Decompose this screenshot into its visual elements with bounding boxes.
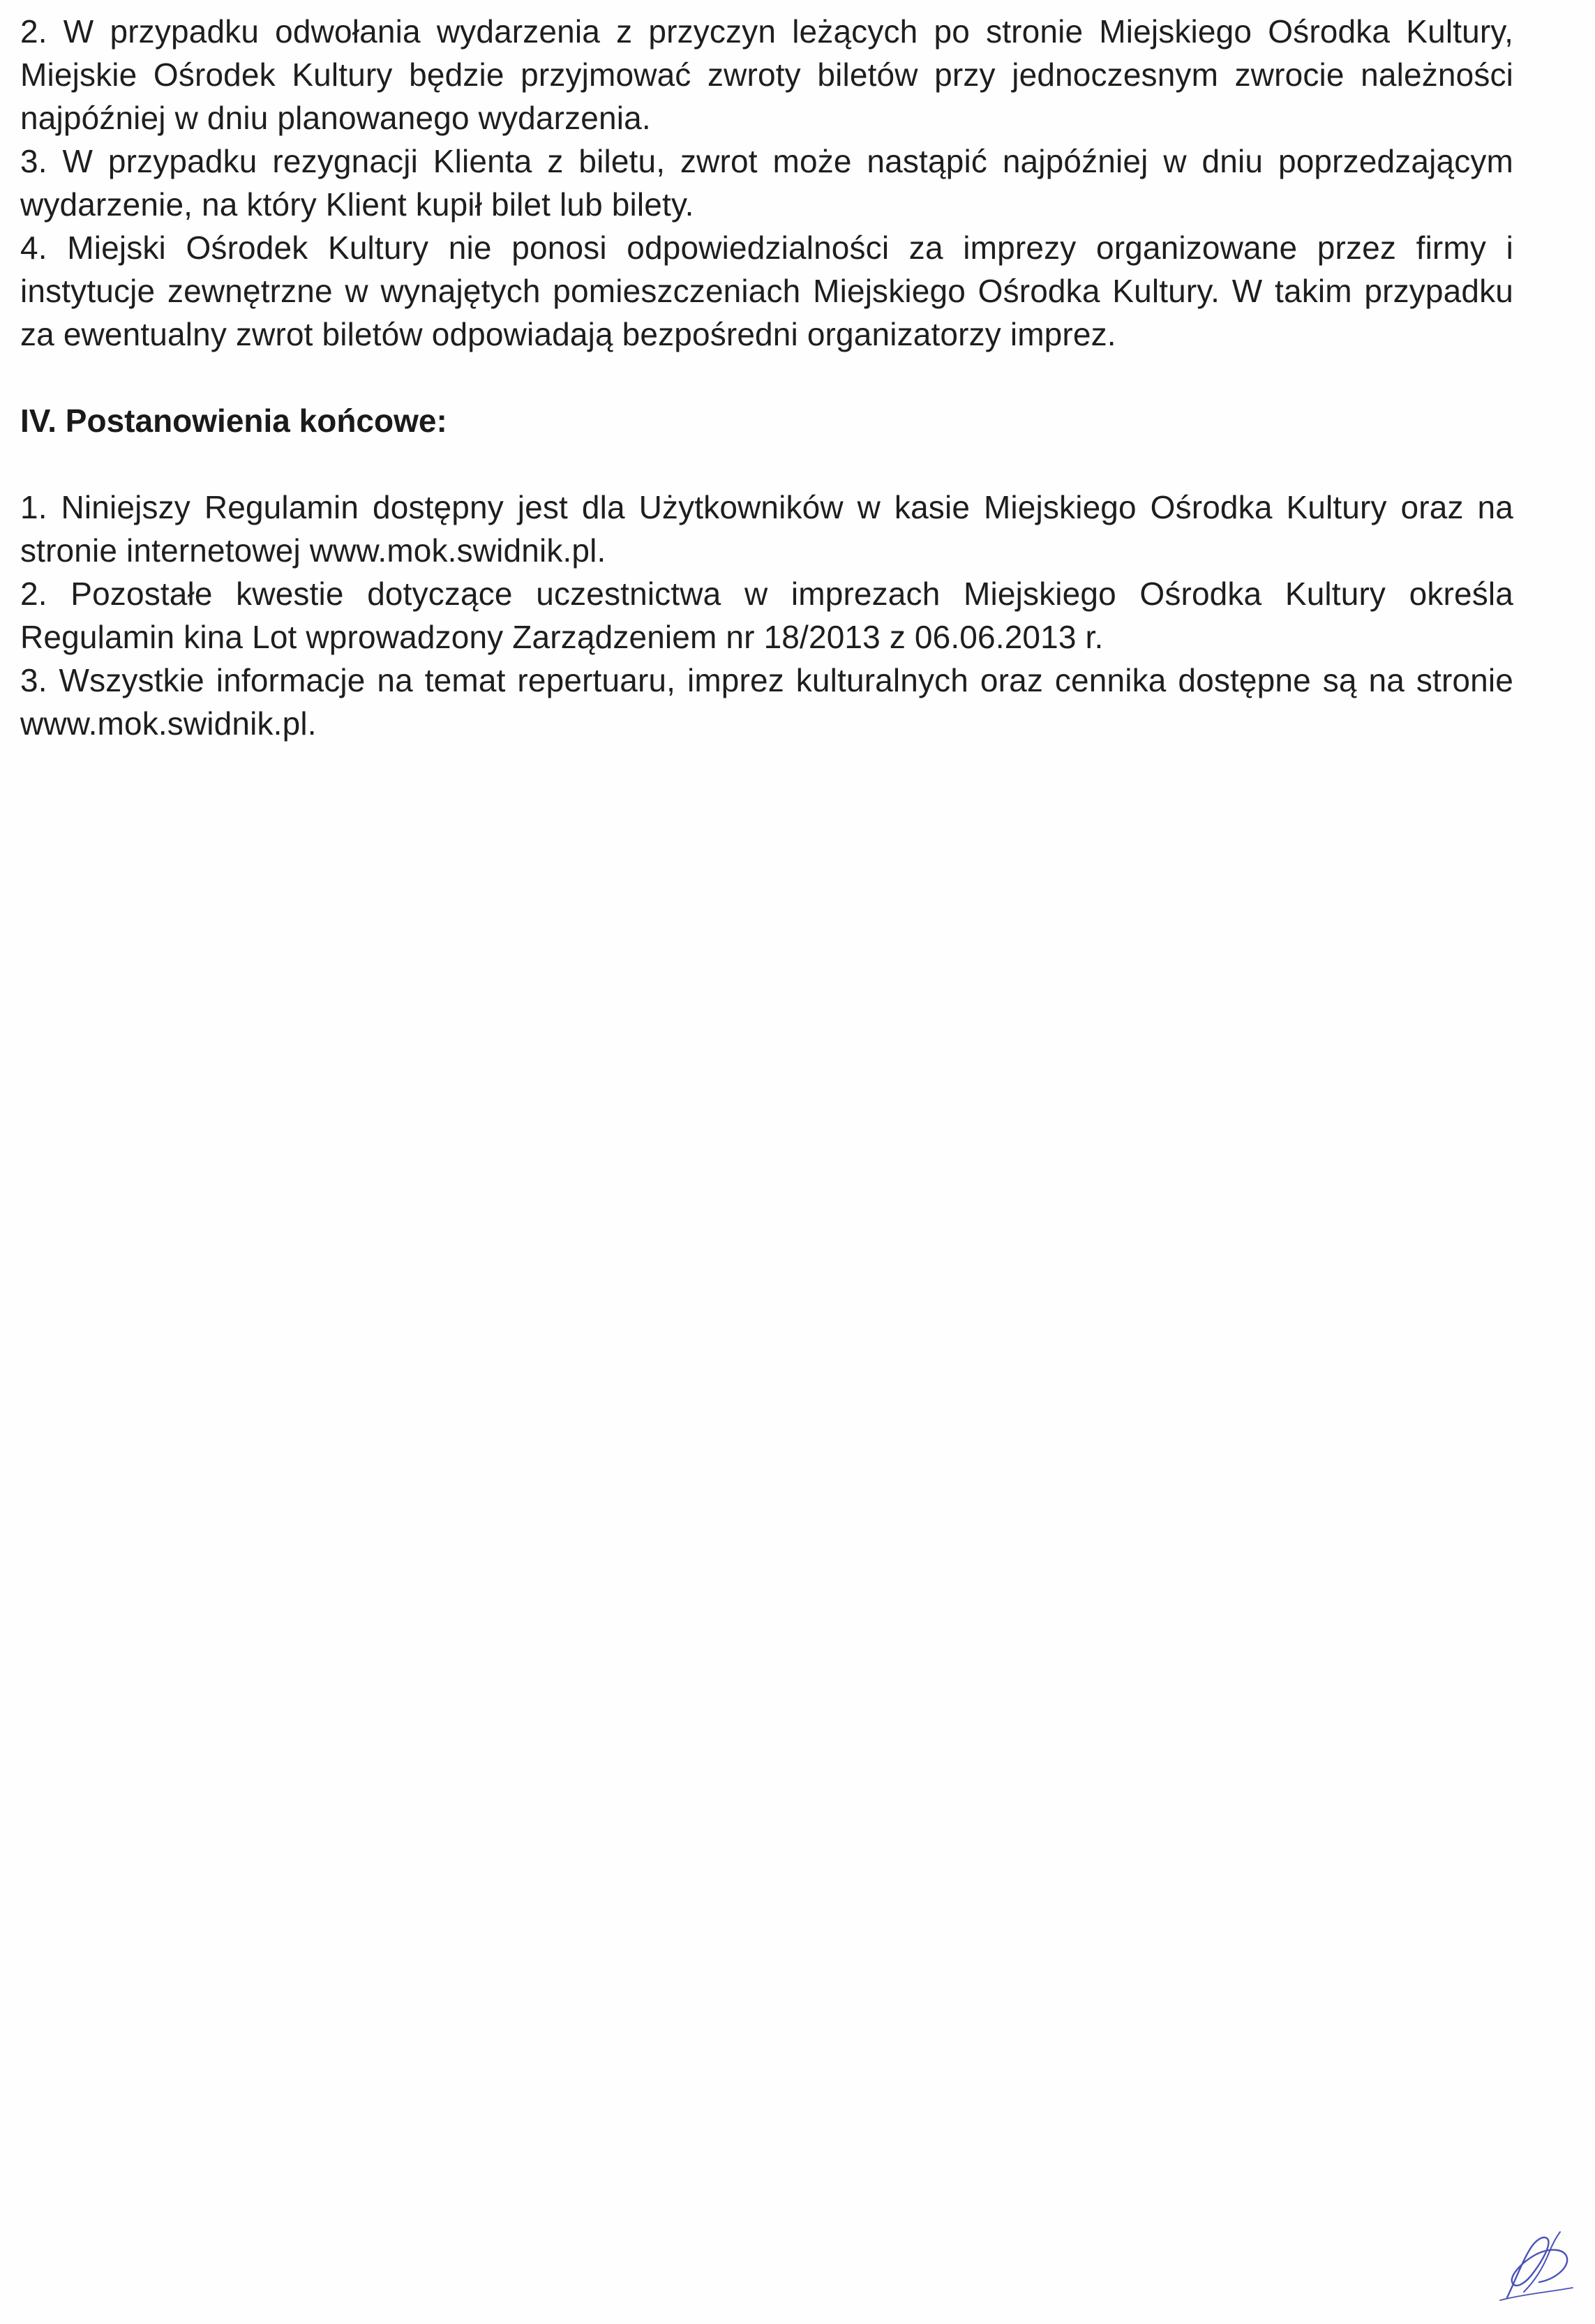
handwritten-signature <box>1493 2222 1577 2306</box>
signature-stroke-1 <box>1507 2237 1567 2297</box>
document-content <box>20 0 1513 745</box>
signature-stroke-2 <box>1524 2232 1560 2292</box>
section3-item-3: 3. W przypadku rezygnacji Klienta z biletu, zwrot może nastąpić najpóźniej w dniu poprzedzającym wydarzenie, na który Klient kupił bilet lub bilety. <box>20 143 1513 223</box>
section4-heading: IV. Postanowienia końcowe: <box>20 403 447 439</box>
section4-item-1: 1. Niniejszy Regulamin dostępny jest dla Użytkowników w kasie Miejskiego Ośrodka Kultury oraz na stronie internetowej www.mok.swidnik.pl. <box>20 489 1513 569</box>
section3-item-4: 4. Miejski Ośrodek Kultury nie ponosi odpowiedzialności za imprezy organizowane przez firmy i instytucje zewnętrzne w wynajętych pomieszczeniach Miejskiego Ośrodka Kultury. W takim przypadku za ewentualny zwrot biletów odpowiadają bezpośredni organizatorzy imprez. <box>20 230 1513 352</box>
section3-item-2: 2. W przypadku odwołania wydarzenia z przyczyn leżących po stronie Miejskiego Ośrodka Kultury, Miejskie Ośrodek Kultury będzie przyjmować zwroty biletów przy jednoczesnym zwrocie należności najpóźniej w dniu planowanego wydarzenia. <box>20 13 1513 136</box>
section4-list <box>20 486 1513 745</box>
section4-item-3: 3. Wszystkie informacje na temat repertuaru, imprez kulturalnych oraz cennika dostępne są na stronie www.mok.swidnik.pl. <box>20 662 1513 742</box>
section4-item-2: 2. Pozostałe kwestie dotyczące uczestnictwa w imprezach Miejskiego Ośrodka Kultury określa Regulamin kina Lot wprowadzony Zarządzeniem nr 18/2013 z 06.06.2013 r. <box>20 576 1513 655</box>
